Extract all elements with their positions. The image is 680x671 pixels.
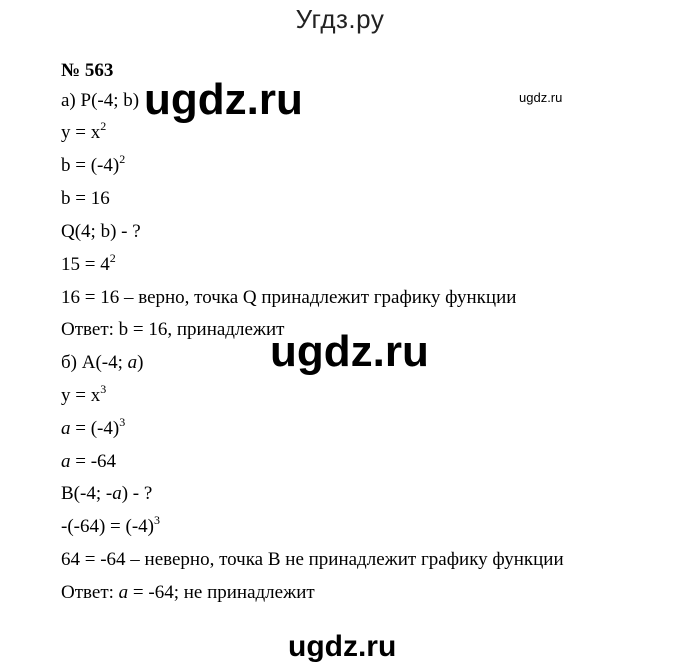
- part-a-line-6: $15 = 4^2$: [61, 251, 116, 275]
- part-a-line-7: 16 = 16 – верно, точка Q принадлежит графику функции: [61, 287, 517, 308]
- watermark-small: ugdz.ru: [519, 90, 563, 105]
- part-b-line-3: $a = (-4)^3$: [61, 415, 126, 439]
- part-b-line-2: $y = x^3$: [61, 382, 107, 406]
- part-b-line-6: $-(-64) = (-4)^3$: [61, 513, 161, 537]
- part-a-answer: Ответ: b = 16, принадлежит: [61, 319, 285, 340]
- part-a-line-5: Q(4; b) - ?: [61, 221, 141, 242]
- part-b-line-5: B(-4; -a) - ?: [61, 483, 153, 504]
- watermark-middle: ugdz.ru: [270, 327, 429, 376]
- part-a-line-4: b = 16: [61, 188, 110, 209]
- part-a-line-1: а) P(-4; b): [61, 90, 140, 111]
- part-a-line-3: $b = (-4)^2$: [61, 152, 126, 176]
- site-title: Угдз.ру: [295, 4, 385, 34]
- watermark-top: ugdz.ru: [144, 75, 303, 124]
- part-b-line-1: б) A(-4; a): [61, 352, 144, 373]
- part-b-answer: Ответ: a = -64; не принадлежит: [61, 582, 315, 603]
- part-b-line-7: 64 = -64 – неверно, точка B не принадлежит графику функции: [61, 549, 564, 570]
- watermark-bottom: ugdz.ru: [288, 630, 397, 663]
- part-a-line-2: $y = x^2$: [61, 119, 107, 143]
- part-b-line-4: a = -64: [61, 451, 117, 472]
- exercise-number: № 563: [61, 60, 114, 81]
